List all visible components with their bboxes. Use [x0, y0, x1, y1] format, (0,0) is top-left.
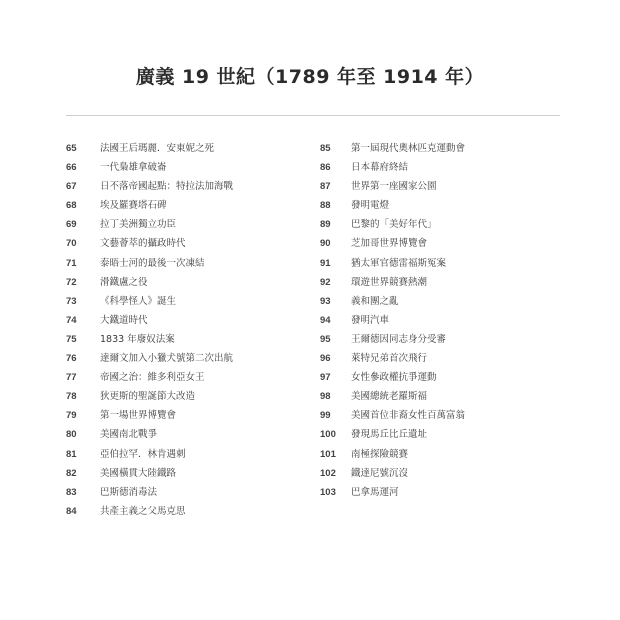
toc-entry-number: 96 [320, 353, 331, 365]
toc-entry [66, 273, 306, 292]
toc-entry-title: 世界第一座國家公園 [351, 181, 437, 193]
toc-entry [66, 330, 306, 349]
toc-entry [66, 234, 306, 253]
toc-entry-title: 巴黎的「美好年代」 [351, 219, 437, 231]
toc-entry-number: 99 [320, 410, 331, 422]
toc-entry [320, 215, 570, 234]
toc-entry-number: 69 [66, 219, 77, 231]
toc-entry-number: 77 [66, 372, 77, 384]
toc-entry-title: 第一場世界博覽會 [100, 410, 177, 422]
toc-entry-number: 98 [320, 391, 331, 403]
toc-entry [66, 406, 306, 425]
toc-entry [320, 406, 570, 425]
toc-entry-number: 72 [66, 276, 77, 288]
toc-entry [320, 464, 570, 483]
toc-entry-title: 義和團之亂 [351, 295, 399, 307]
toc-entry-title: 大鐵道時代 [100, 314, 148, 326]
toc-entry-title: 美國總統老羅斯福 [351, 391, 428, 403]
toc-entry [66, 254, 306, 273]
toc-entry [66, 196, 306, 215]
toc-entry [66, 177, 306, 196]
toc-entry-title: 鐵達尼號沉沒 [351, 467, 409, 479]
toc-entry [66, 464, 306, 483]
toc-entry [66, 387, 306, 406]
toc-entry-title: 滑鐵盧之役 [100, 276, 148, 288]
toc-entry-number: 88 [320, 200, 331, 212]
toc-entry [320, 311, 570, 330]
toc-entry-number: 91 [320, 257, 331, 269]
toc-entry-title: 法國王后瑪麗．安東妮之死 [100, 143, 215, 154]
toc-entry-number: 70 [66, 238, 77, 250]
toc-entry-number: 74 [66, 314, 77, 326]
toc-entry [66, 425, 306, 444]
toc-entry-title: 狄更斯的聖誕節大改造 [100, 391, 196, 403]
toc-entry [66, 158, 306, 177]
toc-entry-number: 89 [320, 219, 331, 231]
toc-entry-number: 65 [66, 143, 77, 154]
toc-entry-number: 86 [320, 162, 331, 174]
toc-entry-number: 92 [320, 276, 331, 288]
toc-entry-number: 97 [320, 372, 331, 384]
toc-entry-title: 南極探險競賽 [351, 448, 409, 460]
toc-entry-number: 84 [66, 505, 77, 517]
toc-entry-number: 87 [320, 181, 331, 193]
toc-entry [320, 158, 570, 177]
toc-entry-title: 1833 年廢奴法案 [100, 333, 175, 345]
toc-entry-title: 芝加哥世界博覽會 [351, 238, 428, 250]
toc-column-left [66, 139, 306, 521]
toc-entry-title: 日本幕府終結 [351, 162, 409, 174]
toc-entry [66, 483, 306, 502]
toc-entry [66, 502, 306, 521]
toc-entry-number: 81 [66, 448, 77, 460]
toc-entry [320, 330, 570, 349]
toc-entry [320, 254, 570, 273]
page-title: 廣義 19 世紀（1789 年至 1914 年） [135, 66, 485, 88]
toc-entry-title: 巴拿馬運河 [351, 486, 399, 498]
toc-entry-title: 達爾文加入小獵犬號第二次出航 [100, 353, 234, 365]
toc-entry-number: 67 [66, 181, 77, 193]
toc-entry-title: 美國首位非裔女性百萬富翁 [351, 410, 466, 422]
toc-entry-number: 102 [320, 467, 336, 479]
toc-entry [320, 425, 570, 444]
toc-entry-number: 94 [320, 314, 331, 326]
toc-entry-number: 78 [66, 391, 77, 403]
toc-entry-title: 萊特兄弟首次飛行 [351, 353, 428, 365]
toc-entry-number: 85 [320, 143, 331, 154]
toc-entry-number: 90 [320, 238, 331, 250]
toc-entry [66, 215, 306, 234]
toc-entry-number: 101 [320, 448, 336, 460]
toc-entry-number: 71 [66, 257, 77, 269]
toc-entry [320, 445, 570, 464]
toc-entry [320, 139, 570, 158]
title-divider [66, 115, 560, 116]
toc-entry [320, 196, 570, 215]
toc-entry-number: 83 [66, 486, 77, 498]
toc-entry [66, 445, 306, 464]
toc-entry [66, 139, 306, 158]
toc-entry-number: 95 [320, 333, 331, 345]
toc-entry-title: 一代梟雄拿破崙 [100, 162, 167, 174]
toc-entry-number: 66 [66, 162, 77, 174]
toc-entry-title: 亞伯拉罕．林肯遇刺 [100, 448, 186, 460]
toc-entry [320, 234, 570, 253]
toc-entry [66, 368, 306, 387]
toc-entry-title: 第一屆現代奧林匹克運動會 [351, 143, 466, 154]
toc-entry-title: 環遊世界競賽熱潮 [351, 276, 428, 288]
toc-entry-title: 發明電燈 [351, 200, 390, 212]
toc-entry [66, 311, 306, 330]
toc-entry-number: 100 [320, 429, 336, 441]
toc-entry-number: 82 [66, 467, 77, 479]
toc-entry-title: 共產主義之父馬克思 [100, 505, 186, 517]
toc-entry [320, 273, 570, 292]
toc-entry [320, 177, 570, 196]
toc-entry [66, 292, 306, 311]
toc-entry-number: 76 [66, 353, 77, 365]
toc-entry-title: 發明汽車 [351, 314, 390, 326]
toc-entry-title: 巴斯德消毒法 [100, 486, 158, 498]
toc-entry-number: 80 [66, 429, 77, 441]
toc-entry-number: 103 [320, 486, 336, 498]
toc-entry-title: 埃及羅賽塔石碑 [100, 200, 167, 212]
toc-entry [320, 349, 570, 368]
toc-entry [320, 483, 570, 502]
toc-entry-title: 猶太軍官德雷福斯冤案 [351, 257, 447, 269]
toc-entry-number: 68 [66, 200, 77, 212]
toc-entry-title: 王爾德因同志身分受審 [351, 333, 447, 345]
toc-entry-title: 文藝薈萃的攝政時代 [100, 238, 186, 250]
toc-column-right [320, 139, 570, 502]
toc-entry-title: 日不落帝國起點：特拉法加海戰 [100, 181, 234, 193]
toc-entry-title: 泰晤士河的最後一次凍結 [100, 257, 205, 269]
toc-entry-title: 帝國之治：維多利亞女王 [100, 372, 205, 384]
toc-entry [320, 292, 570, 311]
toc-entry-title: 拉丁美洲獨立功臣 [100, 219, 177, 231]
toc-entry-number: 75 [66, 333, 77, 345]
toc-entry-title: 《科學怪人》誕生 [100, 295, 177, 307]
toc-entry-title: 發現馬丘比丘遺址 [351, 429, 428, 441]
toc-entry-title: 美國橫貫大陸鐵路 [100, 467, 177, 479]
toc-entry [66, 349, 306, 368]
toc-entry-title: 美國南北戰爭 [100, 429, 158, 441]
toc-entry [320, 387, 570, 406]
toc-entry-number: 73 [66, 295, 77, 307]
toc-entry-title: 女性參政權抗爭運動 [351, 372, 437, 384]
toc-entry-number: 79 [66, 410, 77, 422]
toc-entry-number: 93 [320, 295, 331, 307]
toc-entry [320, 368, 570, 387]
